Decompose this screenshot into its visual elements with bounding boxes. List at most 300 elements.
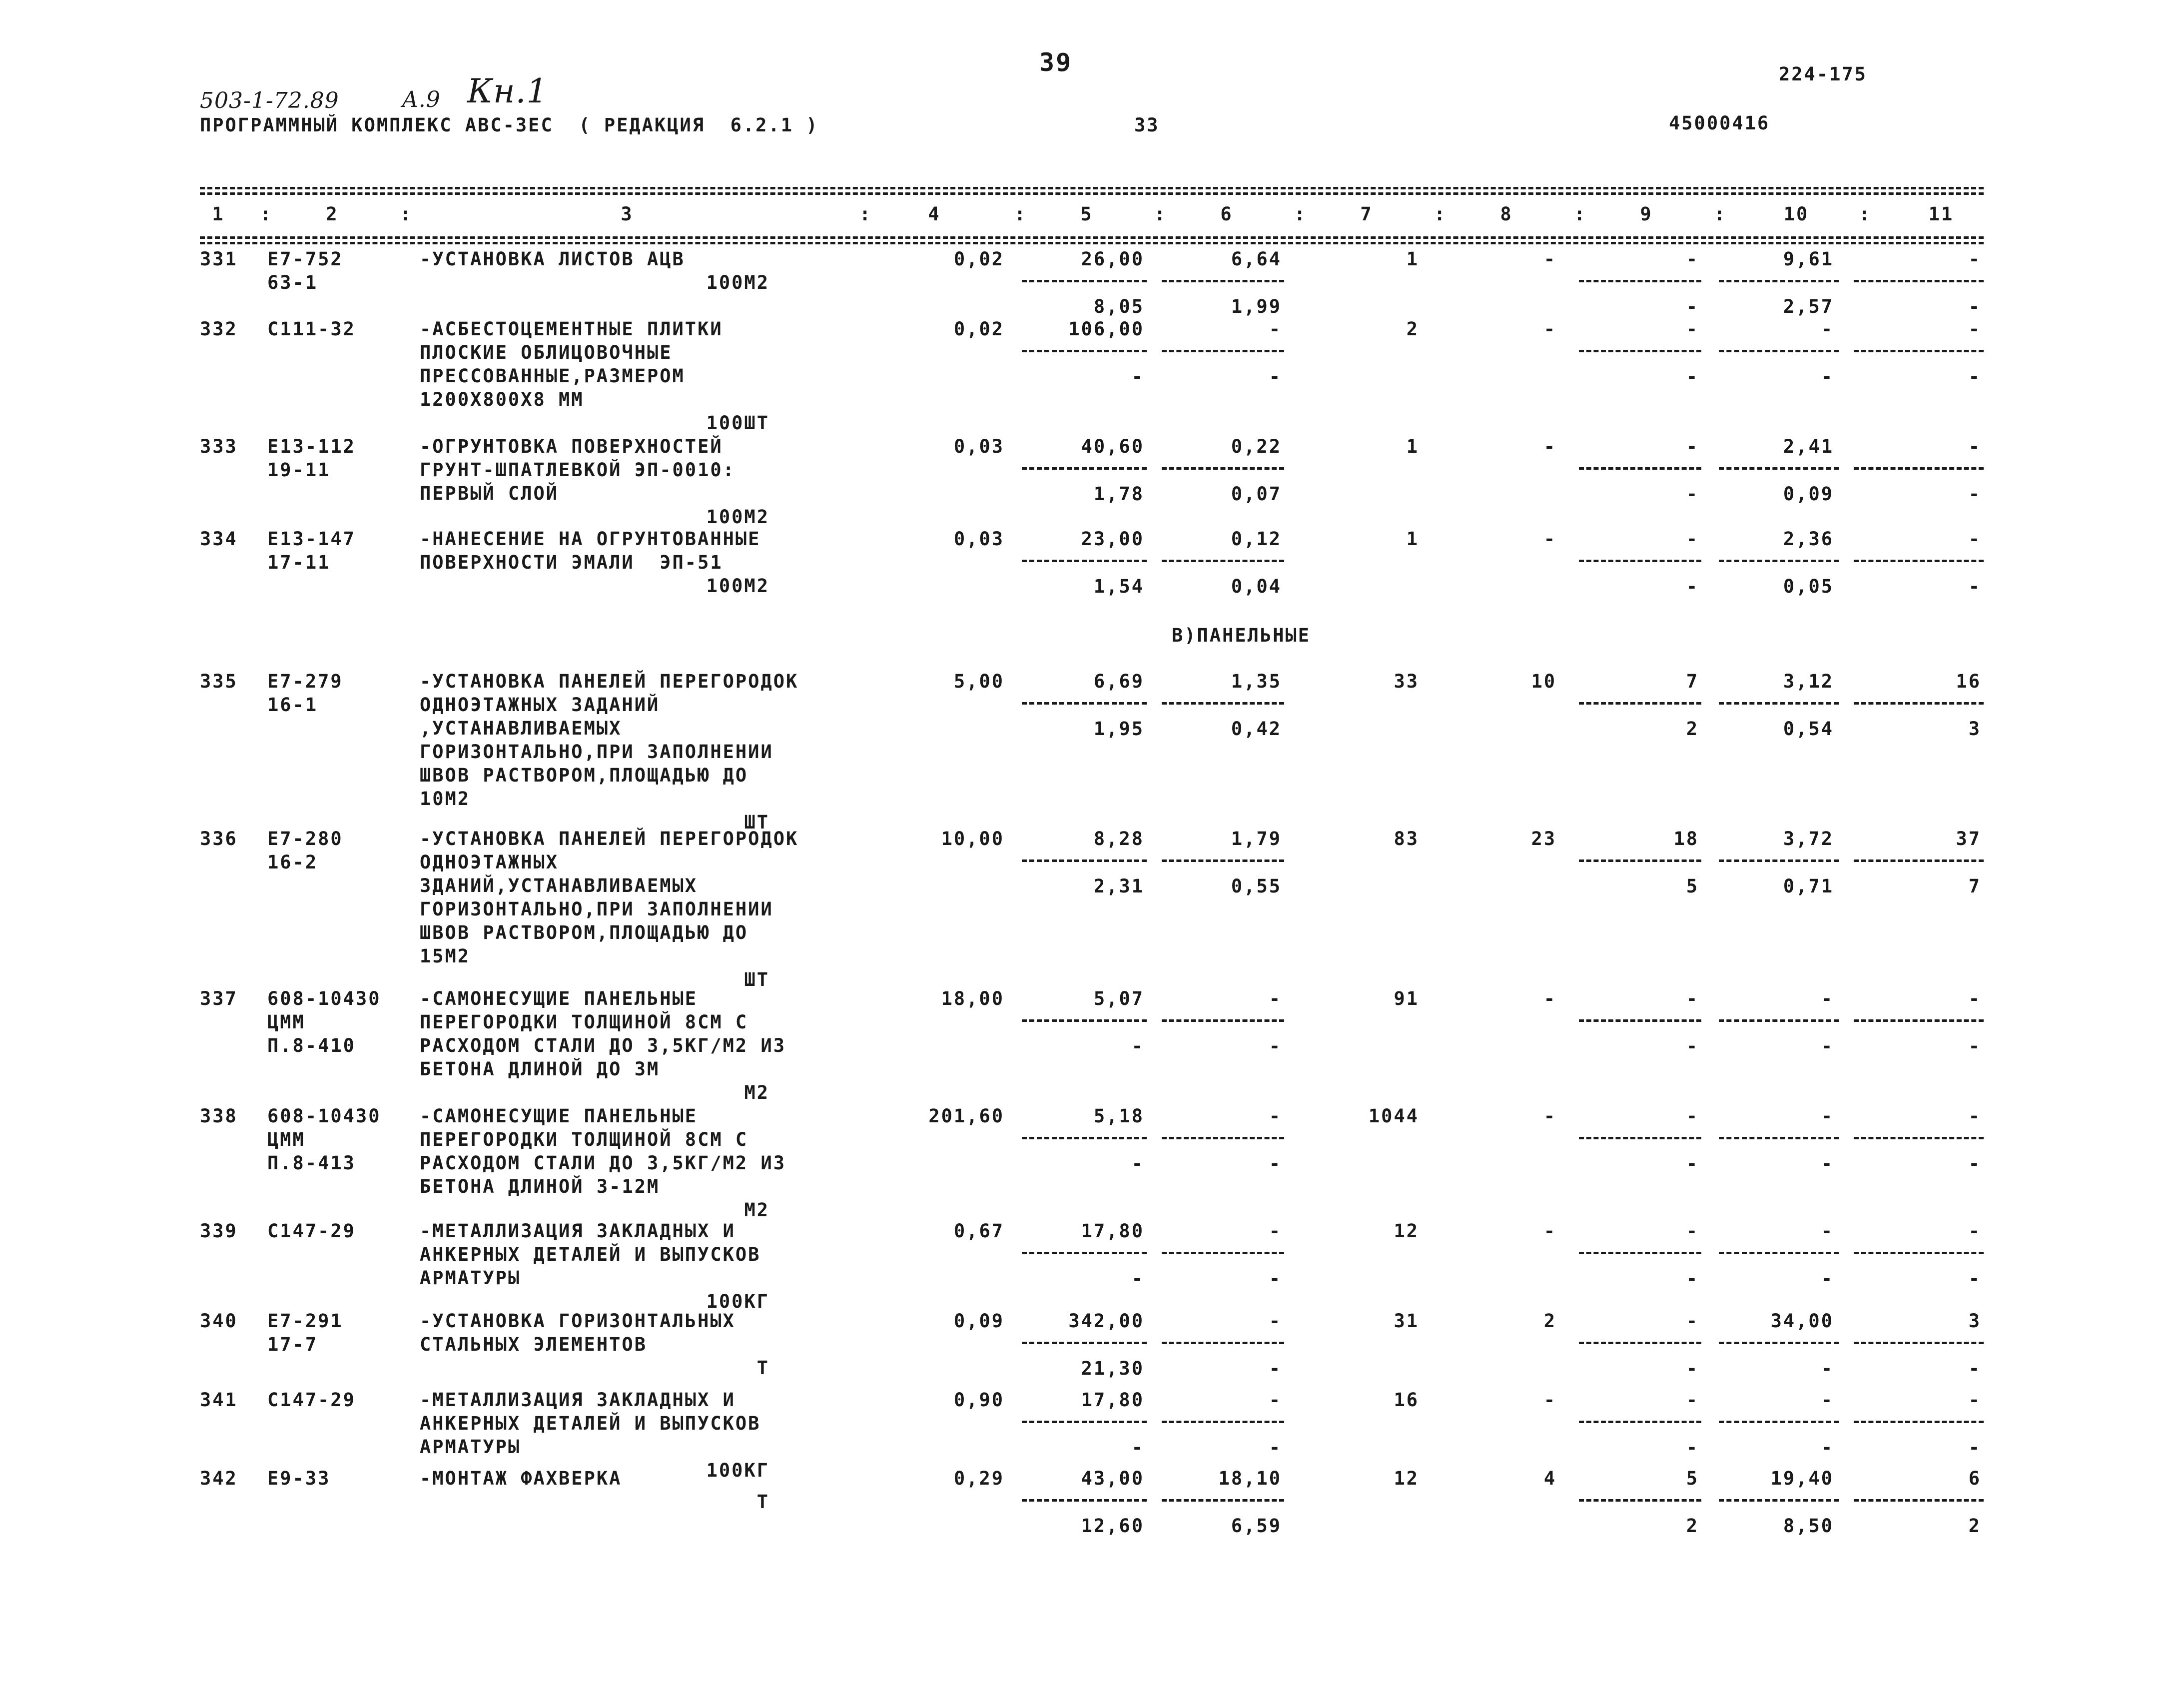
col7-value: 1 (1406, 436, 1419, 457)
column-separator: : (260, 203, 273, 225)
cell-divider (1162, 1499, 1284, 1502)
row-description: АРМАТУРЫ (420, 1436, 521, 1458)
col6-sub-value: 0,07 (1231, 483, 1282, 505)
row-code: С147-29 (267, 1389, 356, 1411)
row-description: ГОРИЗОНТАЛЬНО,ПРИ ЗАПОЛНЕНИИ (420, 898, 773, 920)
col5-sub-value: 21,30 (1081, 1358, 1144, 1379)
col9-sub-value: - (1686, 1035, 1699, 1057)
table-top-rule-2 (200, 192, 1984, 195)
row-description: -УСТАНОВКА ПАНЕЛЕЙ ПЕРЕГОРОДОК (420, 671, 799, 692)
cell-divider (1854, 702, 1984, 705)
cell-divider (1162, 1137, 1284, 1139)
row-description: -УСТАНОВКА ПАНЕЛЕЙ ПЕРЕГОРОДОК (420, 828, 799, 849)
cell-divider (1162, 280, 1284, 282)
cell-divider (1854, 1137, 1984, 1139)
cell-divider (1719, 1252, 1839, 1254)
row-description: -МОНТАЖ ФАХВЕРКА (420, 1468, 622, 1489)
cell-divider (1162, 1019, 1284, 1022)
col11-sub-value: - (1968, 1153, 1981, 1174)
col6-sub-value: 1,99 (1231, 296, 1282, 317)
col11-value: 6 (1968, 1468, 1981, 1489)
col10-value: - (1821, 1105, 1834, 1127)
col6-sub-value: - (1269, 366, 1282, 387)
col11-sub-value: - (1968, 576, 1981, 597)
cell-divider (1162, 859, 1284, 862)
col5-sub-value: 1,95 (1093, 718, 1144, 740)
row-description: -САМОНЕСУЩИЕ ПАНЕЛЬНЫЕ (420, 988, 698, 1009)
col11-sub-value: 3 (1968, 718, 1981, 740)
quantity: 0,03 (953, 528, 1004, 550)
col9-sub-value: - (1686, 1153, 1699, 1174)
row-description: -САМОНЕСУЩИЕ ПАНЕЛЬНЫЕ (420, 1105, 698, 1127)
cell-divider (1719, 1499, 1839, 1502)
col8-value: 23 (1531, 828, 1556, 849)
col10-value: - (1821, 318, 1834, 340)
row-number: 340 (200, 1310, 238, 1332)
row-description: АРМАТУРЫ (420, 1267, 521, 1289)
quantity: 5,00 (953, 671, 1004, 692)
sheet-number: 33 (1134, 114, 1160, 136)
column-separator: : (1859, 203, 1872, 225)
cell-divider (1719, 1137, 1839, 1139)
row-number: 337 (200, 988, 238, 1009)
row-number: 332 (200, 318, 238, 340)
row-code: 16-1 (267, 694, 318, 716)
col5-value: 106,00 (1068, 318, 1144, 340)
row-code: С147-29 (267, 1220, 356, 1242)
row-description: 1200Х800Х8 ММ (420, 389, 584, 410)
row-number: 331 (200, 248, 238, 270)
col5-sub-value: - (1131, 1035, 1144, 1057)
page-number: 39 (1039, 48, 1073, 77)
column-number-7: 7 (1360, 203, 1373, 225)
row-number: 335 (200, 671, 238, 692)
column-separator: : (1294, 203, 1307, 225)
row-description: ПОВЕРХНОСТИ ЭМАЛИ ЭП-51 (420, 552, 723, 573)
column-separator: : (1014, 203, 1027, 225)
column-separator: : (859, 203, 872, 225)
cell-divider (1854, 1019, 1984, 1022)
col10-sub-value: - (1821, 1035, 1834, 1057)
col10-value: - (1821, 1220, 1834, 1242)
col9-value: 7 (1686, 671, 1699, 692)
row-number: 333 (200, 436, 238, 457)
quantity: 201,60 (928, 1105, 1004, 1127)
cell-divider (1022, 560, 1147, 562)
col10-value: 2,41 (1783, 436, 1834, 457)
table-top-rule (200, 187, 1984, 189)
col9-sub-value: - (1686, 1268, 1699, 1289)
row-unit: М2 (744, 1082, 769, 1103)
col9-value: - (1686, 1389, 1699, 1411)
row-unit: 100ШТ (706, 412, 769, 434)
col5-sub-value: - (1131, 366, 1144, 387)
row-description: -МЕТАЛЛИЗАЦИЯ ЗАКЛАДНЫХ И (420, 1389, 735, 1411)
cell-divider (1719, 859, 1839, 862)
section-title: В)ПАНЕЛЬНЫЕ (1172, 625, 1311, 646)
handwritten-ref: 503-1-72.89 (200, 88, 339, 113)
row-code: 608-10430 (267, 988, 381, 1009)
col6-value: - (1269, 1220, 1282, 1242)
col11-value: - (1968, 436, 1981, 457)
row-description: ПЕРЕГОРОДКИ ТОЛЩИНОЙ 8СМ С (420, 1129, 748, 1150)
row-code: 17-11 (267, 552, 331, 573)
col5-sub-value: 1,54 (1093, 576, 1144, 597)
handwritten-book: Кн.1 (467, 72, 548, 110)
col5-value: 17,80 (1081, 1389, 1144, 1411)
cell-divider (1022, 702, 1147, 705)
row-code: П.8-410 (267, 1035, 356, 1056)
col6-value: 1,35 (1231, 671, 1282, 692)
cell-divider (1579, 1137, 1701, 1139)
row-unit: 100КГ (706, 1460, 769, 1481)
row-unit: Т (756, 1357, 769, 1379)
row-unit: Т (756, 1491, 769, 1513)
col10-value: 34,00 (1770, 1310, 1834, 1332)
col11-sub-value: - (1968, 296, 1981, 317)
quantity: 0,09 (953, 1310, 1004, 1332)
cell-divider (1854, 1499, 1984, 1502)
col8-value: - (1543, 1389, 1556, 1411)
cell-divider (1162, 1252, 1284, 1254)
col7-value: 31 (1394, 1310, 1419, 1332)
col11-sub-value: - (1968, 1358, 1981, 1379)
cell-divider (1719, 1421, 1839, 1423)
col9-sub-value: 2 (1686, 718, 1699, 740)
row-description: ,УСТАНАВЛИВАЕМЫХ (420, 718, 622, 739)
cell-divider (1579, 1421, 1701, 1423)
col6-sub-value: 6,59 (1231, 1515, 1282, 1537)
row-number: 338 (200, 1105, 238, 1127)
row-code: ЦММ (267, 1129, 305, 1150)
row-description: -АСБЕСТОЦЕМЕНТНЫЕ ПЛИТКИ (420, 318, 723, 340)
col10-value: 3,72 (1783, 828, 1834, 849)
cell-divider (1854, 560, 1984, 562)
col7-value: 1044 (1368, 1105, 1419, 1127)
cell-divider (1854, 859, 1984, 862)
row-code: ЦММ (267, 1011, 305, 1033)
header-bottom-rule-2 (200, 242, 1984, 244)
row-description: ГРУНТ-ШПАТЛЕВКОЙ ЭП-0010: (420, 459, 735, 481)
col11-sub-value: - (1968, 1035, 1981, 1057)
column-number-9: 9 (1640, 203, 1653, 225)
row-code: Е7-752 (267, 248, 343, 270)
col9-value: 18 (1673, 828, 1699, 849)
cell-divider (1162, 1342, 1284, 1344)
column-separator: : (1574, 203, 1587, 225)
col6-value: - (1269, 988, 1282, 1009)
col7-value: 16 (1394, 1389, 1419, 1411)
column-number-1: 1 (212, 203, 225, 225)
column-number-3: 3 (621, 203, 634, 225)
col10-value: 3,12 (1783, 671, 1834, 692)
cell-divider (1162, 1421, 1284, 1423)
column-number-6: 6 (1220, 203, 1233, 225)
col9-value: - (1686, 436, 1699, 457)
row-unit: 100М2 (706, 575, 769, 597)
col7-value: 12 (1394, 1468, 1419, 1489)
row-unit: ШТ (744, 969, 769, 990)
col6-value: - (1269, 1105, 1282, 1127)
col9-value: - (1686, 318, 1699, 340)
col8-value: - (1543, 248, 1556, 270)
col9-value: 5 (1686, 1468, 1699, 1489)
col11-sub-value: - (1968, 1437, 1981, 1458)
col9-sub-value: - (1686, 576, 1699, 597)
cell-divider (1579, 350, 1701, 352)
col5-value: 5,07 (1093, 988, 1144, 1009)
col6-value: - (1269, 318, 1282, 340)
row-description: АНКЕРНЫХ ДЕТАЛЕЙ И ВЫПУСКОВ (420, 1413, 761, 1434)
quantity: 0,90 (953, 1389, 1004, 1411)
column-number-8: 8 (1500, 203, 1513, 225)
row-code: С111-32 (267, 318, 356, 340)
row-description: ОДНОЭТАЖНЫХ ЗАДАНИЙ (420, 694, 660, 716)
quantity: 0,29 (953, 1468, 1004, 1489)
quantity: 0,67 (953, 1220, 1004, 1242)
row-number: 341 (200, 1389, 238, 1411)
row-description: ПЕРВЫЙ СЛОЙ (420, 483, 559, 504)
row-description: ШВОВ РАСТВОРОМ,ПЛОЩАДЬЮ ДО (420, 765, 748, 786)
col9-sub-value: - (1686, 1358, 1699, 1379)
quantity: 0,02 (953, 248, 1004, 270)
row-description: ОДНОЭТАЖНЫХ (420, 851, 559, 873)
row-number: 334 (200, 528, 238, 550)
col9-sub-value: - (1686, 1437, 1699, 1458)
col5-value: 342,00 (1068, 1310, 1144, 1332)
row-description: ЗДАНИЙ,УСТАНАВЛИВАЕМЫХ (420, 875, 698, 896)
row-description: -УСТАНОВКА ЛИСТОВ АЦВ (420, 248, 685, 270)
row-description: БЕТОНА ДЛИНОЙ 3-12М (420, 1176, 660, 1197)
col11-value: - (1968, 1220, 1981, 1242)
col5-value: 23,00 (1081, 528, 1144, 550)
column-separator: : (400, 203, 413, 225)
row-description: ПЕРЕГОРОДКИ ТОЛЩИНОЙ 8СМ С (420, 1011, 748, 1033)
handwritten-album: A.9 (402, 87, 441, 112)
cell-divider (1022, 1019, 1147, 1022)
quantity: 0,02 (953, 318, 1004, 340)
column-separator: : (1154, 203, 1167, 225)
row-description: РАСХОДОМ СТАЛИ ДО 3,5КГ/М2 ИЗ (420, 1035, 786, 1056)
col6-sub-value: - (1269, 1153, 1282, 1174)
column-number-5: 5 (1080, 203, 1093, 225)
row-unit: 100М2 (706, 272, 769, 293)
row-number: 339 (200, 1220, 238, 1242)
col5-value: 43,00 (1081, 1468, 1144, 1489)
col10-sub-value: - (1821, 1268, 1834, 1289)
col9-sub-value: - (1686, 296, 1699, 317)
col10-value: 9,61 (1783, 248, 1834, 270)
col6-sub-value: - (1269, 1035, 1282, 1057)
col5-sub-value: 8,05 (1093, 296, 1144, 317)
cell-divider (1579, 702, 1701, 705)
row-description: РАСХОДОМ СТАЛИ ДО 3,5КГ/М2 ИЗ (420, 1152, 786, 1174)
col6-sub-value: - (1269, 1358, 1282, 1379)
cell-divider (1719, 702, 1839, 705)
col11-sub-value: - (1968, 366, 1981, 387)
col7-value: 1 (1406, 248, 1419, 270)
row-unit: М2 (744, 1199, 769, 1221)
row-description: ШВОВ РАСТВОРОМ,ПЛОЩАДЬЮ ДО (420, 922, 748, 943)
cell-divider (1854, 1342, 1984, 1344)
col10-sub-value: 8,50 (1783, 1515, 1834, 1537)
col10-sub-value: - (1821, 1358, 1834, 1379)
col11-value: - (1968, 988, 1981, 1009)
column-separator: : (1434, 203, 1447, 225)
cell-divider (1854, 1421, 1984, 1423)
row-description: -МЕТАЛЛИЗАЦИЯ ЗАКЛАДНЫХ И (420, 1220, 735, 1242)
col10-value: - (1821, 988, 1834, 1009)
cell-divider (1579, 859, 1701, 862)
col6-sub-value: 0,42 (1231, 718, 1282, 740)
col10-value: 2,36 (1783, 528, 1834, 550)
column-number-10: 10 (1783, 203, 1809, 225)
col7-value: 12 (1394, 1220, 1419, 1242)
col5-value: 26,00 (1081, 248, 1144, 270)
col7-value: 1 (1406, 528, 1419, 550)
col11-value: 37 (1956, 828, 1981, 849)
col9-sub-value: 2 (1686, 1515, 1699, 1537)
row-unit: 100М2 (706, 506, 769, 528)
col10-sub-value: - (1821, 366, 1834, 387)
cell-divider (1022, 467, 1147, 470)
col10-sub-value: 0,71 (1783, 875, 1834, 897)
col5-value: 5,18 (1093, 1105, 1144, 1127)
row-description: ПЛОСКИЕ ОБЛИЦОВОЧНЫЕ (420, 342, 673, 363)
col7-value: 33 (1394, 671, 1419, 692)
col11-value: - (1968, 528, 1981, 550)
col8-value: - (1543, 318, 1556, 340)
col9-value: - (1686, 1310, 1699, 1332)
col6-value: 18,10 (1218, 1468, 1282, 1489)
col10-value: 19,40 (1770, 1468, 1834, 1489)
col5-sub-value: 1,78 (1093, 483, 1144, 505)
row-code: Е9-33 (267, 1468, 331, 1489)
col11-value: - (1968, 1389, 1981, 1411)
col11-sub-value: - (1968, 1268, 1981, 1289)
cell-divider (1022, 1342, 1147, 1344)
col5-sub-value: - (1131, 1153, 1144, 1174)
row-code: 19-11 (267, 459, 331, 481)
row-unit: ШТ (744, 812, 769, 833)
document-id: 45000416 (1669, 112, 1770, 134)
cell-divider (1719, 350, 1839, 352)
column-number-11: 11 (1928, 203, 1954, 225)
col9-value: - (1686, 248, 1699, 270)
cell-divider (1579, 467, 1701, 470)
row-unit: 100КГ (706, 1291, 769, 1312)
col5-sub-value: - (1131, 1437, 1144, 1458)
column-number-2: 2 (326, 203, 339, 225)
cell-divider (1854, 1252, 1984, 1254)
row-code: Е13-147 (267, 528, 356, 550)
col5-sub-value: - (1131, 1268, 1144, 1289)
col7-value: 91 (1394, 988, 1419, 1009)
col9-value: - (1686, 988, 1699, 1009)
cell-divider (1022, 1137, 1147, 1139)
col8-value: 2 (1543, 1310, 1556, 1332)
column-separator: : (1714, 203, 1727, 225)
col5-sub-value: 12,60 (1081, 1515, 1144, 1537)
col5-value: 6,69 (1093, 671, 1144, 692)
col9-sub-value: 5 (1686, 875, 1699, 897)
row-number: 342 (200, 1468, 238, 1489)
col8-value: - (1543, 528, 1556, 550)
row-description: ПРЕССОВАННЫЕ,РАЗМЕРОМ (420, 365, 685, 387)
cell-divider (1162, 467, 1284, 470)
cell-divider (1162, 350, 1284, 352)
col9-value: - (1686, 1220, 1699, 1242)
header-bottom-rule (200, 236, 1984, 239)
row-description: -УСТАНОВКА ГОРИЗОНТАЛЬНЫХ (420, 1310, 735, 1332)
col7-value: 83 (1394, 828, 1419, 849)
cell-divider (1579, 1019, 1701, 1022)
cell-divider (1719, 280, 1839, 282)
col6-value: 0,22 (1231, 436, 1282, 457)
cell-divider (1719, 1019, 1839, 1022)
col6-sub-value: - (1269, 1437, 1282, 1458)
cell-divider (1719, 560, 1839, 562)
col6-value: 0,12 (1231, 528, 1282, 550)
col11-value: 3 (1968, 1310, 1981, 1332)
row-description: 15М2 (420, 945, 471, 967)
cell-divider (1579, 1342, 1701, 1344)
col5-value: 17,80 (1081, 1220, 1144, 1242)
cell-divider (1022, 1252, 1147, 1254)
cell-divider (1579, 560, 1701, 562)
col10-sub-value: 0,09 (1783, 483, 1834, 505)
col6-value: - (1269, 1310, 1282, 1332)
cell-divider (1579, 280, 1701, 282)
quantity: 0,03 (953, 436, 1004, 457)
row-code: 16-2 (267, 851, 318, 873)
row-description: -НАНЕСЕНИЕ НА ОГРУНТОВАННЫЕ (420, 528, 761, 550)
quantity: 10,00 (941, 828, 1004, 849)
row-code: 608-10430 (267, 1105, 381, 1127)
col11-value: - (1968, 248, 1981, 270)
col9-sub-value: - (1686, 483, 1699, 505)
col8-value: 10 (1531, 671, 1556, 692)
col6-sub-value: 0,04 (1231, 576, 1282, 597)
row-code: П.8-413 (267, 1152, 356, 1174)
row-code: Е7-280 (267, 828, 343, 849)
col11-sub-value: 2 (1968, 1515, 1981, 1537)
document-code: 224-175 (1779, 63, 1867, 85)
col5-sub-value: 2,31 (1093, 875, 1144, 897)
col10-sub-value: 0,54 (1783, 718, 1834, 740)
col5-value: 8,28 (1093, 828, 1144, 849)
cell-divider (1854, 350, 1984, 352)
col9-sub-value: - (1686, 366, 1699, 387)
col11-sub-value: - (1968, 483, 1981, 505)
cell-divider (1719, 467, 1839, 470)
col6-sub-value: 0,55 (1231, 875, 1282, 897)
row-code: 63-1 (267, 272, 318, 293)
col11-sub-value: 7 (1968, 875, 1981, 897)
col10-sub-value: 2,57 (1783, 296, 1834, 317)
col9-value: - (1686, 528, 1699, 550)
col11-value: 16 (1956, 671, 1981, 692)
cell-divider (1579, 1499, 1701, 1502)
row-description: -ОГРУНТОВКА ПОВЕРХНОСТЕЙ (420, 436, 723, 457)
col10-sub-value: - (1821, 1153, 1834, 1174)
cell-divider (1022, 280, 1147, 282)
cell-divider (1162, 560, 1284, 562)
col7-value: 2 (1406, 318, 1419, 340)
col6-sub-value: - (1269, 1268, 1282, 1289)
col6-value: - (1269, 1389, 1282, 1411)
program-title: ПРОГРАММНЫЙ КОМПЛЕКС АВС-3ЕС ( РЕДАКЦИЯ 6.2.1 ) (200, 114, 819, 136)
